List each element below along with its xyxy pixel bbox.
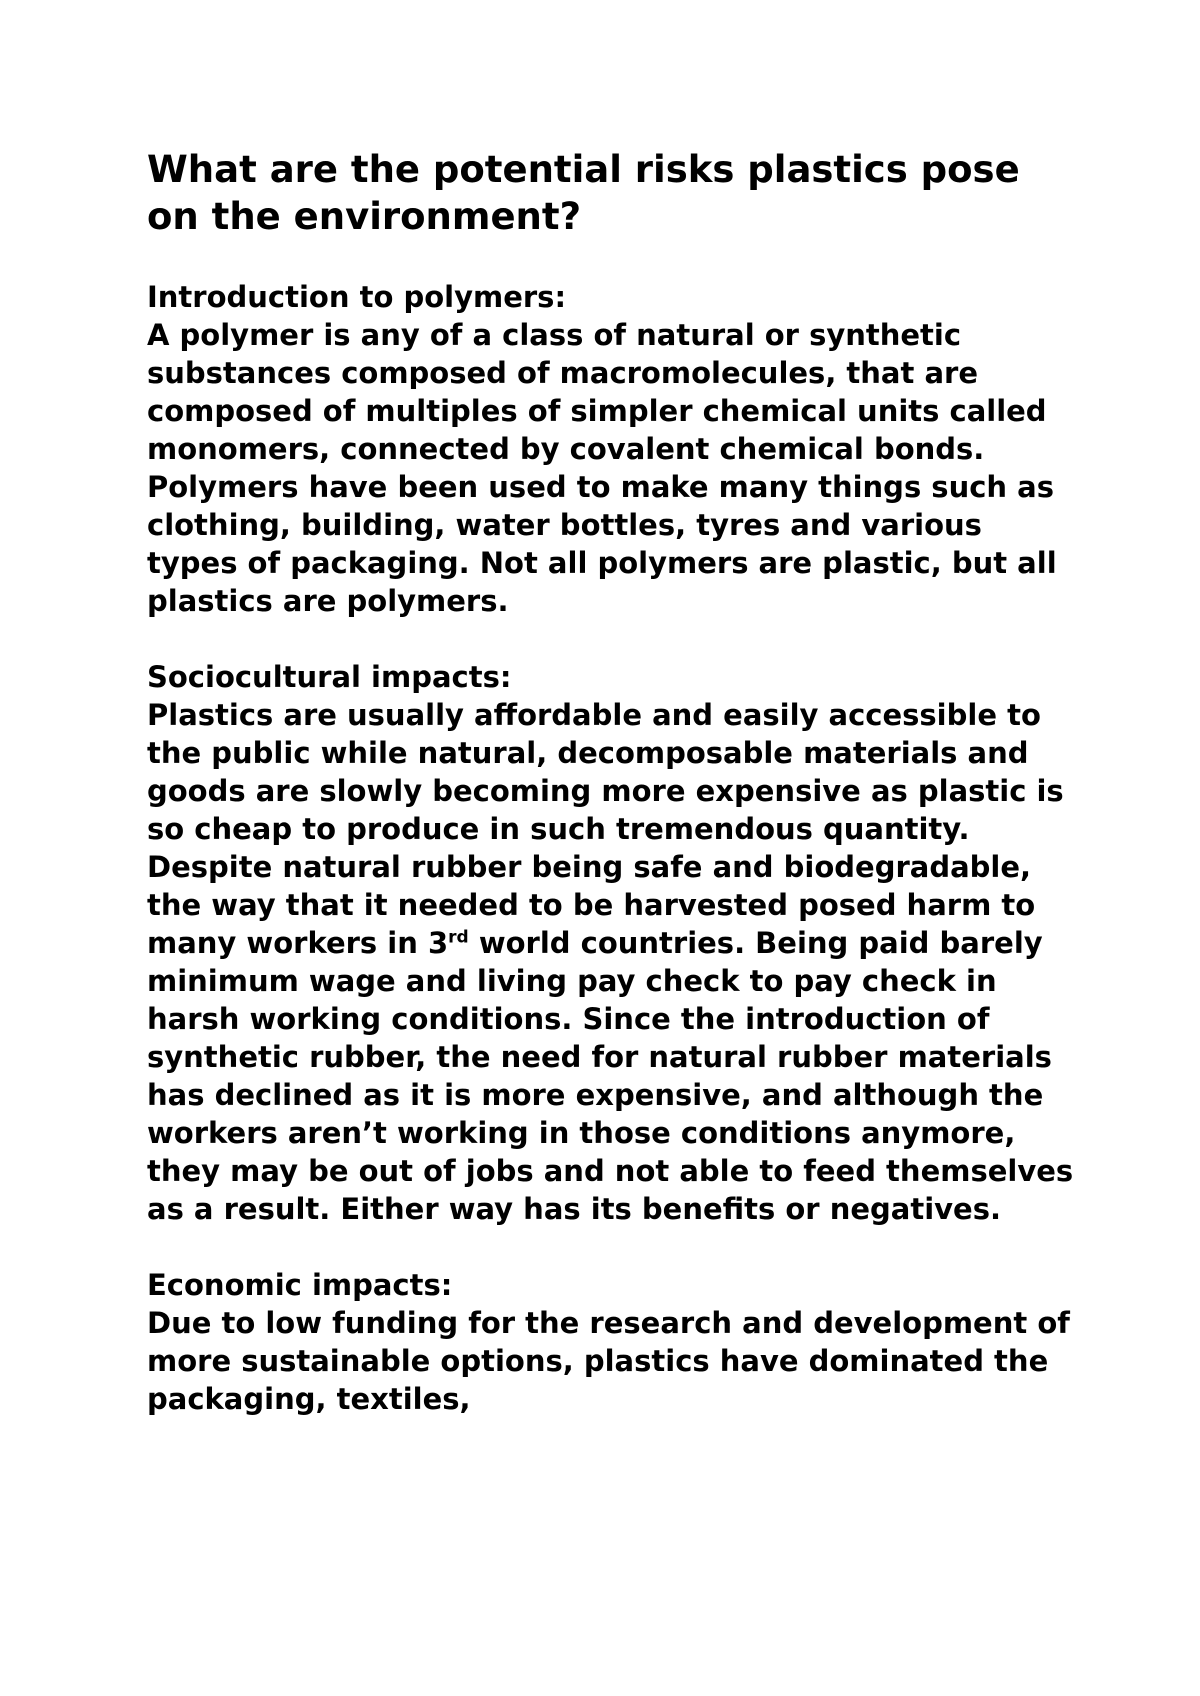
section-heading: Sociocultural impacts: [147,660,512,694]
section-introduction [147,278,1077,620]
paragraph-text-part: world countries. Being paid barely minimum wage and living pay check to pay check in harsh working conditions. Since the introduction of synthetic rubber, the need for natural rubber materials has declined as it is more expensive, and although the workers aren’t working in those conditions anymore, they may be out of jobs and not able to feed themselves as a result. Either way has its benefits or negatives. [147,926,1074,1226]
document-title: What are the potential risks plastics pose on the environment? [147,148,1020,238]
section-paragraph: A polymer is any of a class of natural or synthetic substances composed of macromolecules, that are composed of multiples of simpler chemical units called monomers, connected by covalent chemical bonds. Polymers have been used to make many things such as clothing, building, water bottles, tyres and various types of packaging. Not all polymers are plastic, but all plastics are polymers. [147,318,1057,618]
section-sociocultural [147,658,1077,1228]
section-heading: Economic impacts: [147,1268,453,1302]
superscript-ordinal: rd [448,927,469,948]
section-paragraph [147,696,1077,1228]
paragraph-text-part: Plastics are usually affordable and easily accessible to the public while natural, decomposable materials and goods are slowly becoming more expensive as plastic is so cheap to produce in such tremendous quantity. Despite natural rubber being safe and biodegradable, the way that it needed to be harvested posed harm to many workers in 3 [147,698,1064,960]
document-page [147,146,1077,1418]
section-heading: Introduction to polymers: [147,280,567,314]
section-paragraph: Due to low funding for the research and development of more sustainable options, plastics have dominated the packaging, textiles, [147,1306,1070,1416]
section-economic [147,1266,1077,1418]
